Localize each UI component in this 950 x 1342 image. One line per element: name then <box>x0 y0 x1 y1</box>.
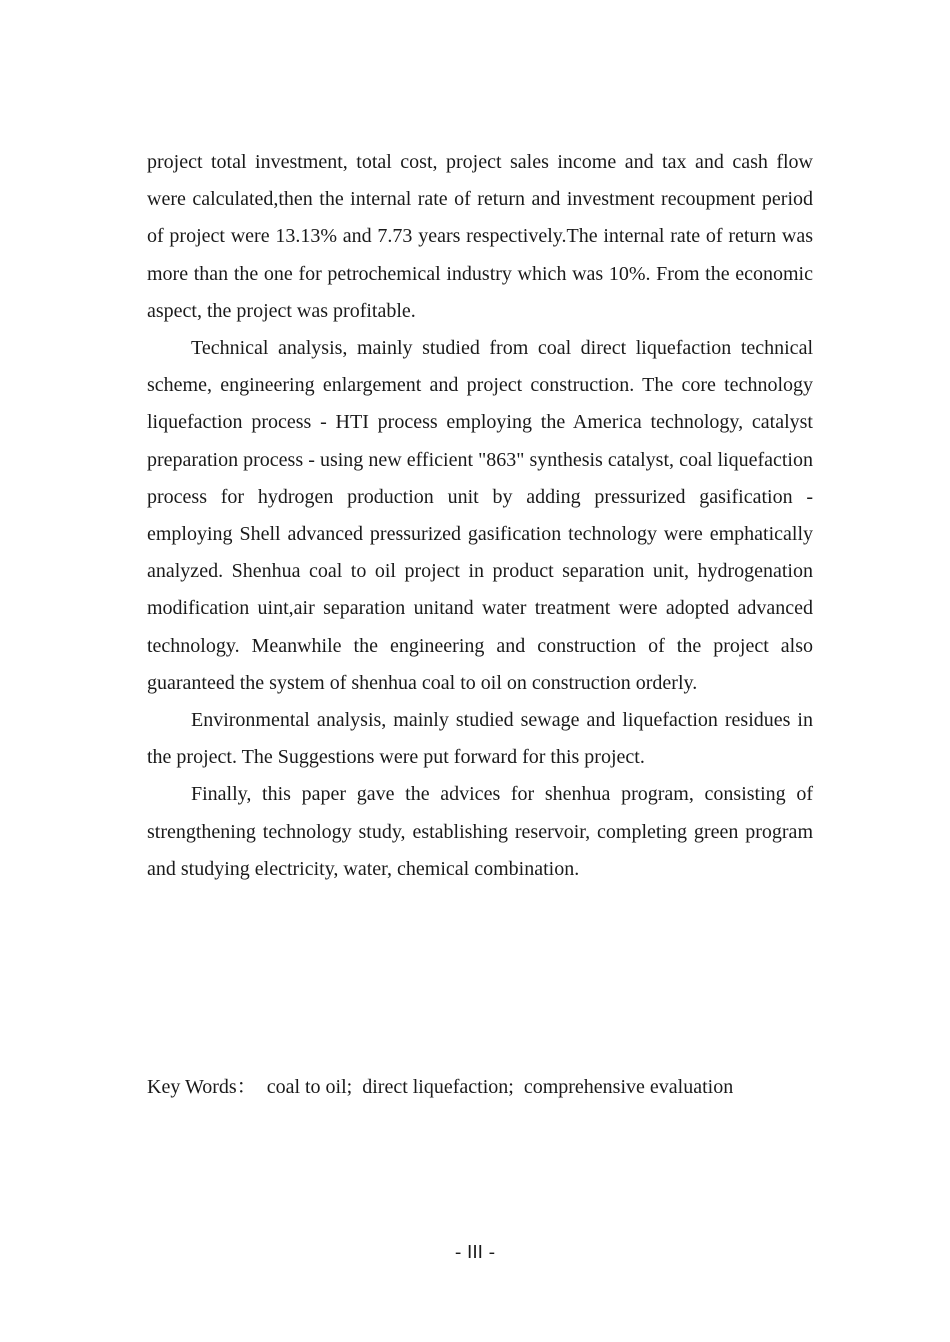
keywords-label: Key Words： <box>147 1076 257 1098</box>
page-number: - III - <box>454 1242 496 1263</box>
keywords-items: coal to oil; direct liquefaction; comprehensive evaluation <box>266 1076 734 1098</box>
paragraph-environmental-analysis: Environmental analysis, mainly studied sewage and liquefaction residues in the project. The Suggestions were put forward for this project. <box>147 709 813 769</box>
paragraph-economic-continuation: project total investment, total cost, project sales income and tax and cash flow were calculated,then the internal rate of return and investment recoupment period of project were 13.13% and 7.73 years respectively.The internal rate of return was more than the one for petrochemical industry which was 10%. From the economic aspect, the project was profitable. <box>147 151 813 322</box>
paragraph-conclusion: Finally, this paper gave the advices for shenhua program, consisting of strengthening technology study, establishing reservoir, completing green program and studying electricity, water, chemical combination. <box>147 783 813 880</box>
abstract-body <box>147 144 813 888</box>
paragraph-technical-analysis: Technical analysis, mainly studied from coal direct liquefaction technical scheme, engineering enlargement and project construction. The core technology liquefaction process - HTI process employing the America technology, catalyst preparation process - using new efficient "863" synthesis catalyst, coal liquefaction process for hydrogen production unit by adding pressurized gasification - employing Shell advanced pressurized gasification technology were emphatically analyzed. Shenhua coal to oil project in product separation unit, hydrogenation modification uint,air separation unitand water treatment were adopted advanced technology. Meanwhile the engineering and construction of the project also guaranteed the system of shenhua coal to oil on construction orderly. <box>147 337 813 694</box>
keywords-line <box>147 1070 847 1104</box>
